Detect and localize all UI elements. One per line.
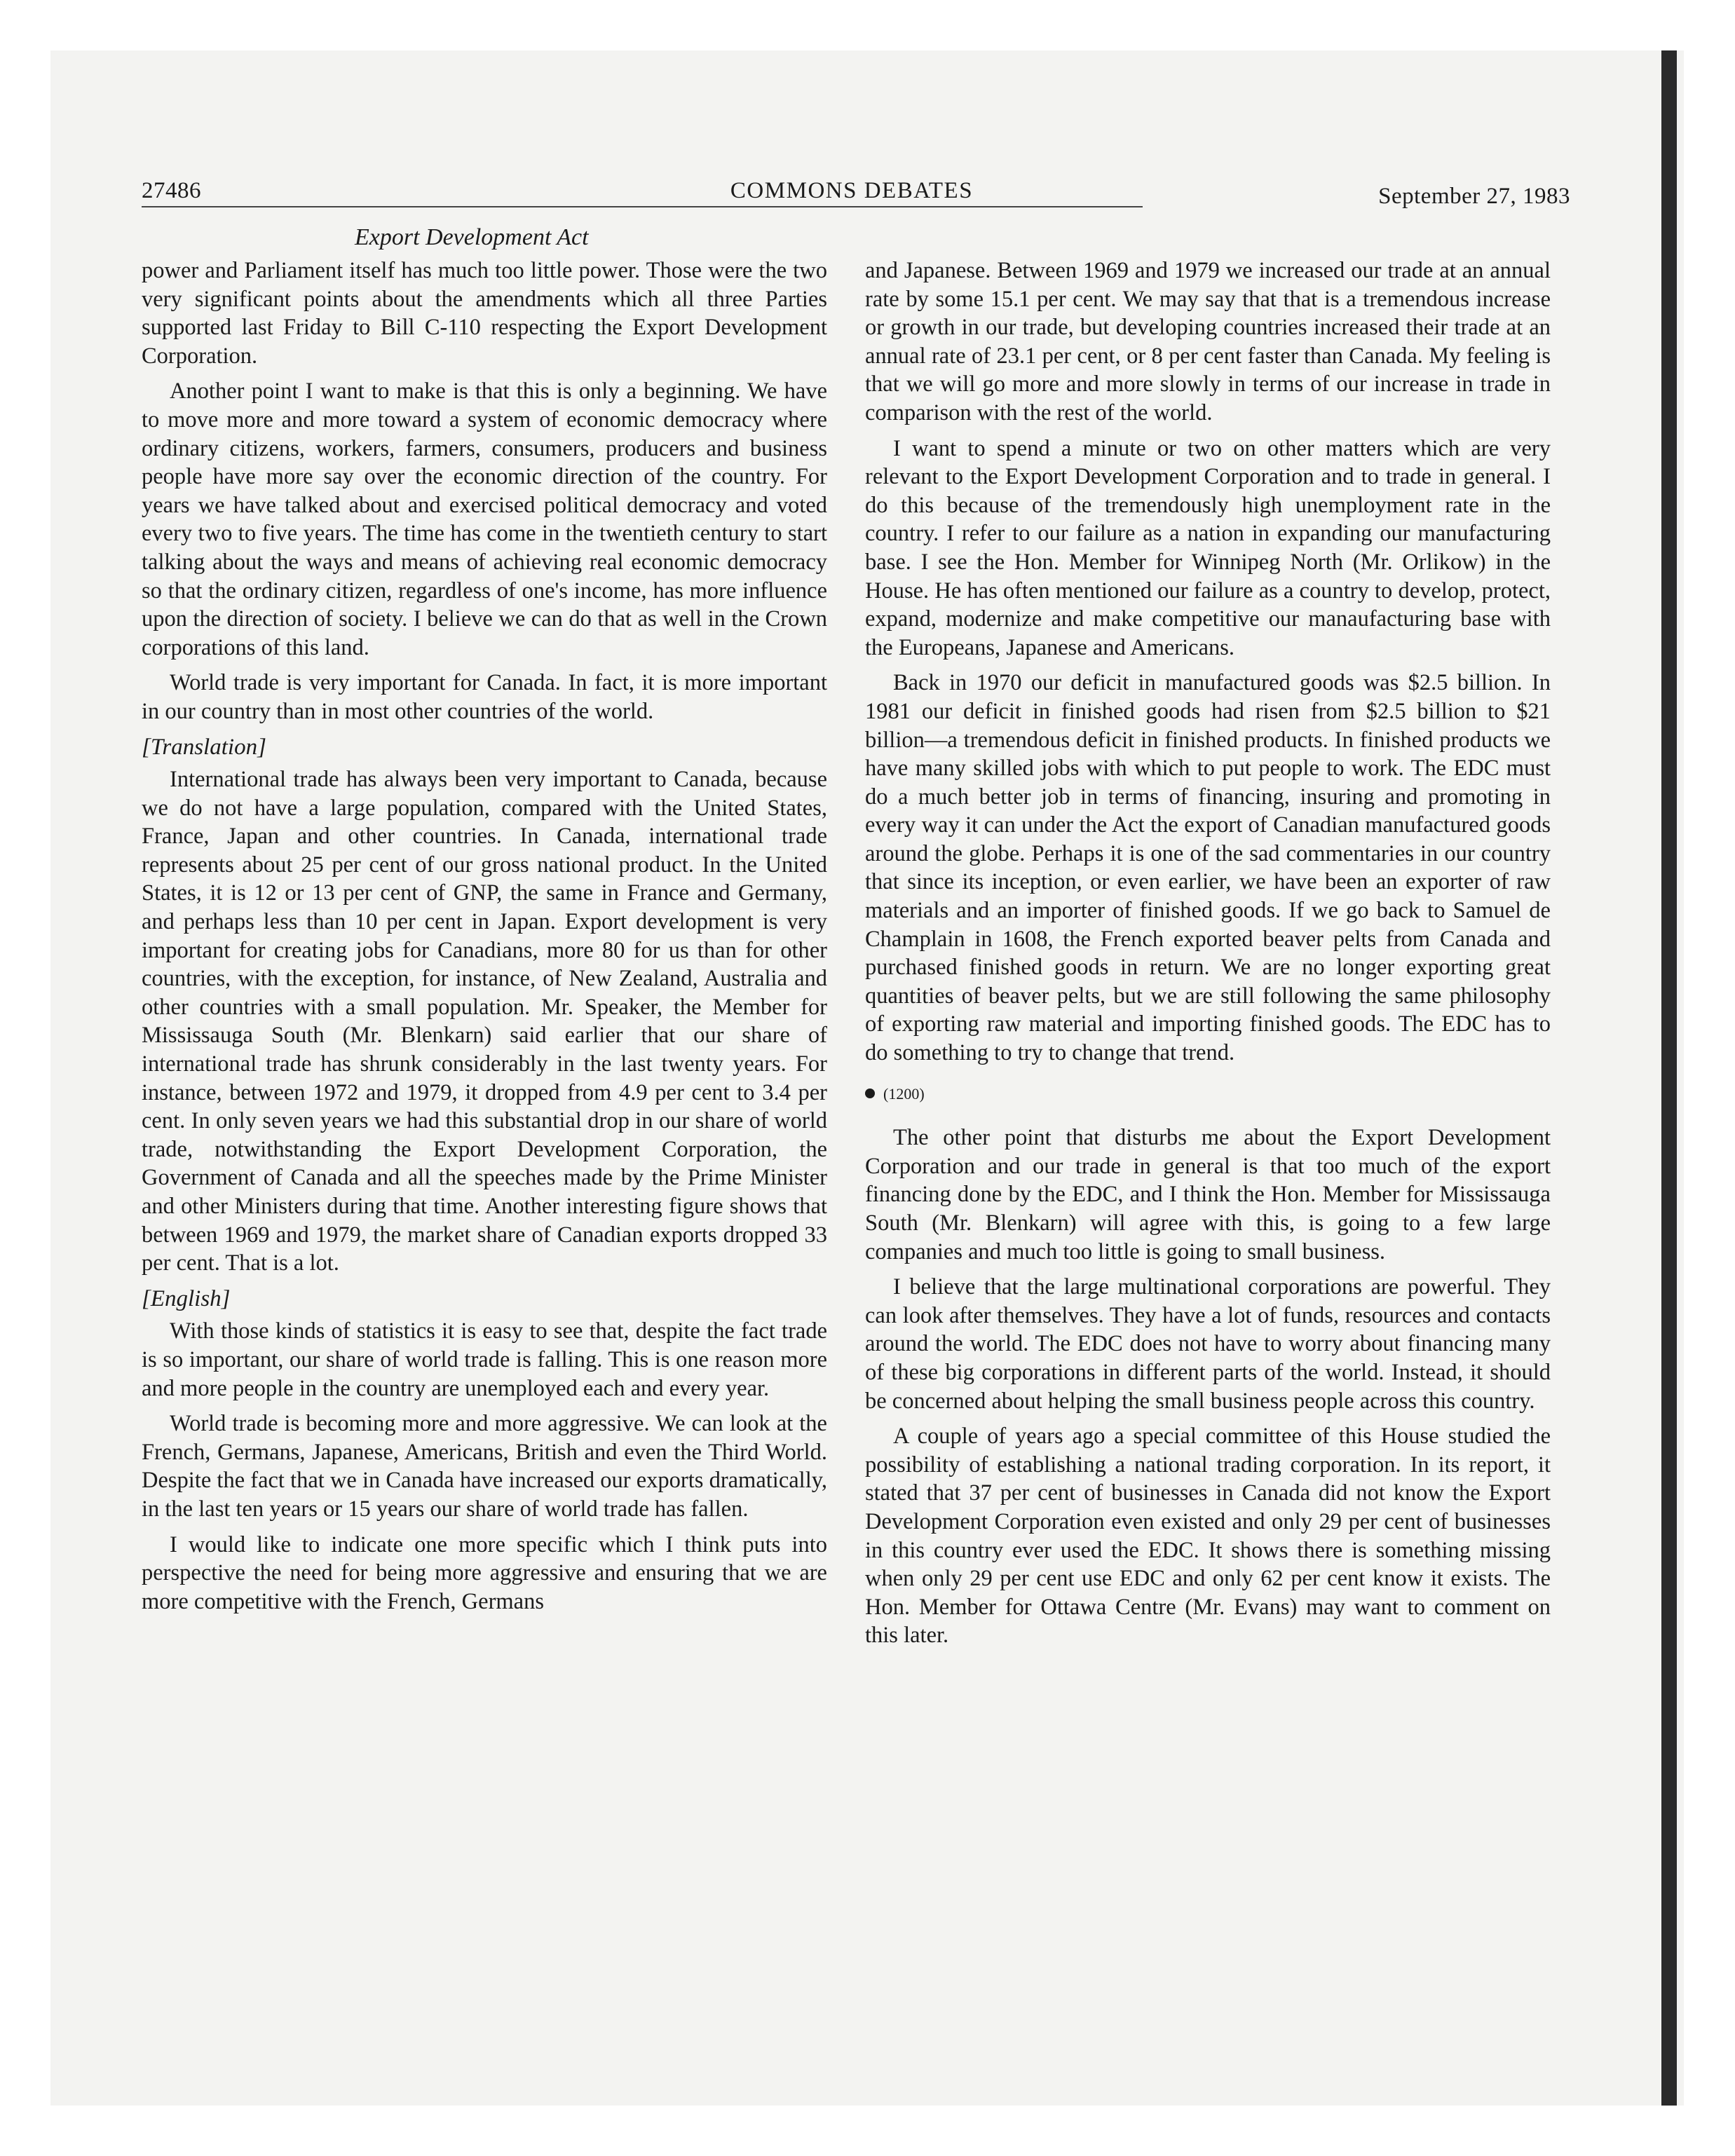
sitting-date: September 27, 1983 <box>1378 184 1570 209</box>
translation-label: [Translation] <box>142 734 266 760</box>
hansard-page <box>133 174 1570 1649</box>
header-rule <box>142 206 1143 207</box>
running-header <box>133 174 1570 212</box>
paragraph: World trade is very important for Canada. In fact, it is more important in our country than in most other countries of the world. <box>142 670 827 724</box>
right-column <box>865 257 1551 1657</box>
paragraph: power and Parliament itself has much too little power. Those were the two very significant points about the amendments which all three Parties supported last Friday to Bill C-110 respecting the Export Development Corporation. <box>142 258 827 369</box>
paragraph: International trade has always been very important to Canada, because we do not have a large population, compared with the United States, France, Japan and other countries. In Canada, international trade represents about 25 per cent of our gross national product. In the United States, it is 12 or 13 per cent of GNP, the same in France and Germany, and perhaps less than 10 per cent in Japan. Export development is very important for creating jobs for Canadians, more 80 for us than for other countries, with the exception, for instance, of New Zealand, Australia and other countries with a small population. Mr. Speaker, the Member for Mississauga South (Mr. Blenkarn) said earlier that our share of international trade has shrunk considerably in the last twenty years. For instance, between 1972 and 1979, it dropped from 4.9 per cent to 3.4 per cent. In only seven years we had this substantial drop in our share of world trade, notwithstanding the Export Development Corporation, the Government of Canada and all the speeches made by the Prime Minister and other Ministers during that time. Another interesting figure shows that between 1969 and 1979, the market share of Canadian exports dropped 33 per cent. That is a lot. <box>142 767 827 1276</box>
paragraph: With those kinds of statistics it is easy to see that, despite the fact trade is so important, our share of world trade is falling. This is one reason more and more people in the country are unemployed each and every year. <box>142 1318 827 1401</box>
paragraph: Back in 1970 our deficit in manufactured goods was $2.5 billion. In 1981 our deficit in finished goods had risen from $2.5 billion to $21 billion—a tremendous deficit in finished products. In finished products we have many skilled jobs with which to put people to work. The EDC must do a much better job in terms of financing, insuring and promoting in every way it can under the Act the export of Canadian manufactured goods around the globe. Perhaps it is one of the sad commentaries in our country that since its inception, or even earlier, we have been an exporter of raw materials and an importer of finished goods. If we go back to Samuel de Champlain in 1608, the French exported beaver pelts from Canada and purchased finished goods in return. We are no longer exporting great quantities of beaver pelts, but we are still following the same philosophy of exporting raw material and importing finished goods. The EDC has to do something to try to change that trend. <box>865 670 1551 1066</box>
paragraph: I would like to indicate one more specific which I think puts into perspective the need for being more aggressive and ensuring that we are more competitive with the French, Germans <box>142 1531 827 1614</box>
section-heading: Export Development Act <box>355 224 589 250</box>
paragraph: I want to spend a minute or two on other matters which are very relevant to the Export Development Corporation and to trade in general. I do this because of the tremendously high unemployment rate in the country. I refer to our failure as a nation in expanding our manufacturing base. I see the Hon. Member for Winnipeg North (Mr. Orlikow) in the House. He has often mentioned our failure as a country to develop, protect, expand, modernize and make competitive our manaufacturing base with the Europeans, Japanese and Americans. <box>865 435 1551 660</box>
bullet-icon <box>865 1089 875 1098</box>
time-marker-text: (1200) <box>883 1084 925 1103</box>
paragraph: World trade is becoming more and more aggressive. We can look at the French, Germans, Japanese, Americans, British and even the Third World. Despite the fact that we in Canada have increased our exports dramatically, in the last ten years or 15 years our share of world trade has fallen. <box>142 1411 827 1522</box>
paragraph: The other point that disturbs me about the Export Development Corporation and our trade in general is that too much of the export financing done by the EDC, and I think the Hon. Member for Mississauga South (Mr. Blenkarn) will agree with this, is going to a few large companies and much too little is going to small business. <box>865 1125 1551 1264</box>
scan-edge-shadow <box>1661 50 1677 2106</box>
page-number: 27486 <box>142 178 201 203</box>
left-column <box>142 257 827 1623</box>
publication-title: COMMONS DEBATES <box>730 178 974 203</box>
paragraph: I believe that the large multinational corporations are powerful. They can look after themselves. They have a lot of funds, resources and contacts around the world. The EDC does not have to worry about financing many of these big corporations in different parts of the world. Instead, it should be concerned about helping the small business people across this country. <box>865 1274 1551 1414</box>
english-label: [English] <box>142 1285 231 1311</box>
time-marker <box>865 1080 1551 1109</box>
paragraph: and Japanese. Between 1969 and 1979 we increased our trade at an annual rate by some 15.1 per cent. We may say that that is a tremendous increase or growth in our trade, but developing countries increased their trade at an annual rate of 23.1 per cent, or 8 per cent faster than Canada. My feeling is that we will go more and more slowly in terms of our increase in trade in comparison with the rest of the world. <box>865 258 1551 425</box>
paragraph: Another point I want to make is that this is only a beginning. We have to move more and more toward a system of economic democracy where ordinary citizens, workers, farmers, consumers, producers and business people have more say over the economic direction of the country. For years we have talked about and exercised political democracy and voted every two to five years. The time has come in the twentieth century to start talking about the ways and means of achieving real economic democracy so that the ordinary citizen, regardless of one's income, has more influence upon the direction of society. I believe we can do that as well in the Crown corporations of this land. <box>142 378 827 660</box>
paragraph: A couple of years ago a special committee of this House studied the possibility of establishing a national trading corporation. In its report, it stated that 37 per cent of businesses in Canada did not know the Export Development Corporation even existed and only 29 per cent of businesses in this country ever used the EDC. It shows there is something missing when only 29 per cent use EDC and only 62 per cent know it exists. The Hon. Member for Ottawa Centre (Mr. Evans) may want to comment on this later. <box>865 1424 1551 1649</box>
